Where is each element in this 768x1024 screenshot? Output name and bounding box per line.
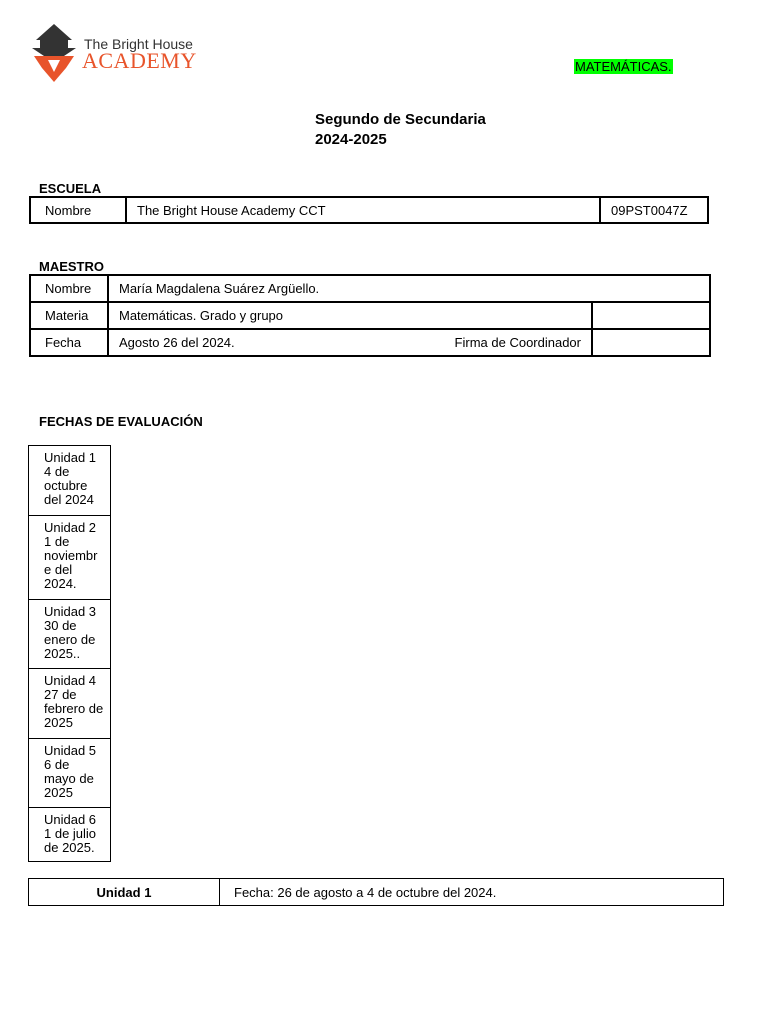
house-logo-icon (24, 24, 86, 84)
school-year: 2024-2025 (315, 131, 387, 148)
unit-date-text: Unidad 4 27 de febrero de 2025 (44, 673, 104, 730)
subject-text: MATEMÁTICAS. (575, 59, 672, 74)
unit-date-text: Unidad 1 4 de octubre del 2024 (44, 450, 97, 507)
list-item (28, 808, 111, 862)
table-row (29, 879, 724, 906)
firma-coordinador-cell (592, 329, 710, 356)
escuela-value: The Bright House Academy CCT (126, 197, 600, 223)
list-item (28, 739, 111, 808)
list-item (28, 445, 111, 516)
unit-summary-dates: Fecha: 26 de agosto a 4 de octubre del 2024. (220, 879, 724, 906)
escuela-label: ESCUELA (39, 181, 102, 196)
list-item (28, 669, 111, 739)
unit-summary-table (28, 878, 724, 906)
table-row (30, 302, 710, 329)
subject-tag (574, 59, 673, 74)
maestro-table (29, 274, 711, 357)
escuela-key: Nombre (30, 197, 126, 223)
maestro-label: MAESTRO (39, 259, 104, 274)
grade-title: Segundo de Secundaria (315, 111, 486, 128)
evaluation-dates-list (28, 445, 111, 862)
unit-date-text: Unidad 6 1 de julio de 2025. (44, 812, 97, 855)
maestro-key-nombre: Nombre (30, 275, 108, 302)
table-row (30, 275, 710, 302)
escuela-code: 09PST0047Z (600, 197, 708, 223)
firma-coordinador-label: Firma de Coordinador (454, 335, 581, 350)
table-row (30, 329, 710, 356)
maestro-key-materia: Materia (30, 302, 108, 329)
maestro-empty-cell (592, 302, 710, 329)
logo-line1: The Bright House (84, 36, 193, 52)
maestro-value-fecha: Agosto 26 del 2024. (119, 335, 235, 350)
maestro-key-fecha: Fecha (30, 329, 108, 356)
unit-date-text: Unidad 2 1 de noviembr e del 2024. (44, 520, 98, 591)
list-item (28, 516, 111, 600)
table-row (30, 197, 708, 223)
document-header (315, 110, 486, 150)
list-item (28, 600, 111, 669)
maestro-fecha-cell (108, 329, 592, 356)
maestro-value-materia: Matemáticas. Grado y grupo (108, 302, 592, 329)
unit-summary-unit: Unidad 1 (29, 879, 220, 906)
escuela-table (29, 196, 709, 224)
academy-logo (24, 24, 197, 84)
logo-line2: ACADEMY (82, 48, 197, 73)
evaluacion-label: FECHAS DE EVALUACIÓN (39, 414, 203, 429)
unit-date-text: Unidad 3 30 de enero de 2025.. (44, 604, 97, 661)
unit-date-text: Unidad 5 6 de mayo de 2025 (44, 743, 97, 800)
maestro-value-nombre: María Magdalena Suárez Argüello. (108, 275, 710, 302)
